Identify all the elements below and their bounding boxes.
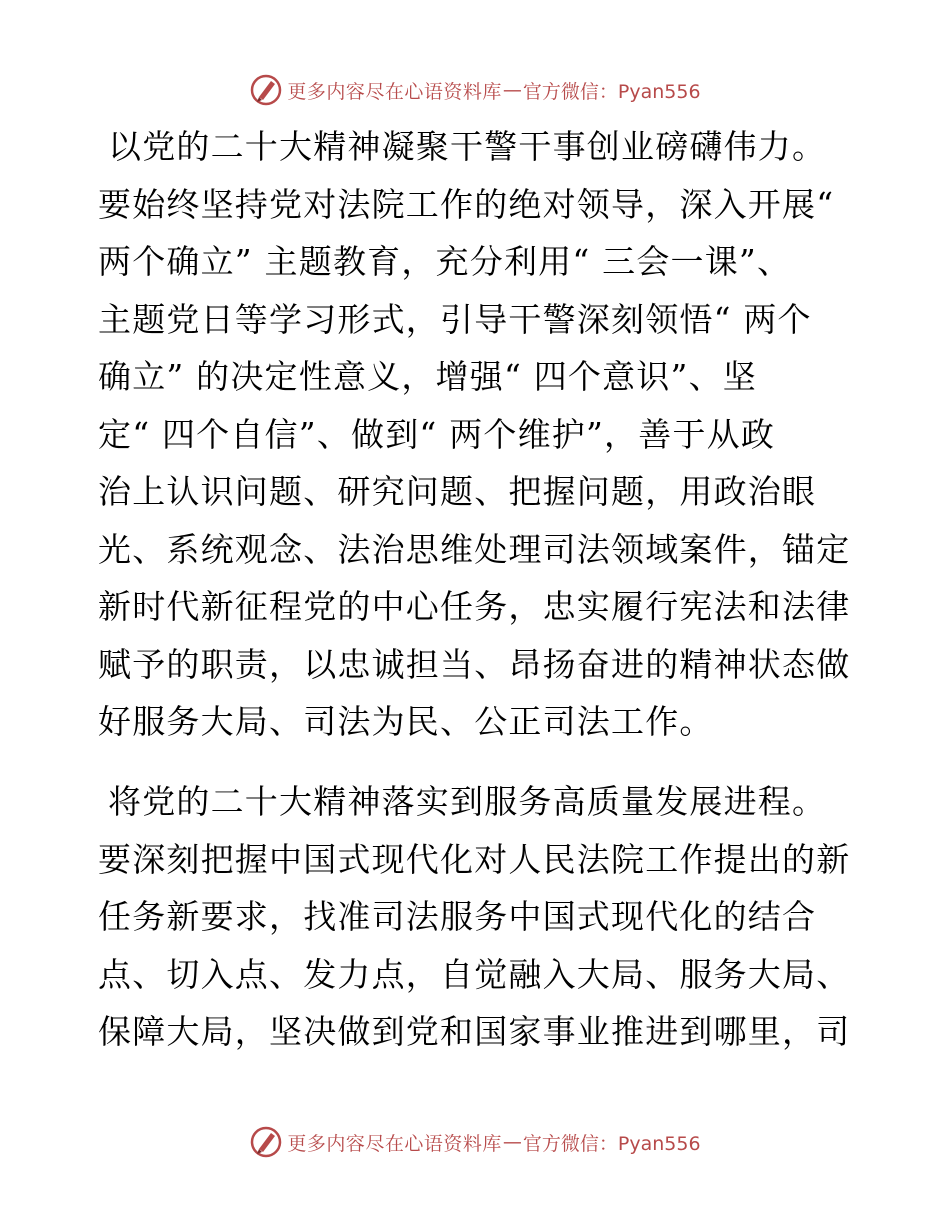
paragraph-1 [98,118,858,751]
text-line: 要始终坚持党对法院工作的绝对领导，深入开展“ [98,184,835,224]
paragraph-2 [98,773,858,1061]
pen-logo-icon [249,73,283,107]
watermark-text: 更多内容尽在心语资料库 [287,1132,502,1155]
text-line: 要深刻把握中国式现代化对人民法院工作提出的新 [98,839,851,879]
text-line: 赋予的职责，以忠诚担当、昂扬奋进的精神状态做 [98,644,851,684]
text-line: 光、系统观念、法治思维处理司法领域案件，锚定 [98,529,851,569]
text-line: 治上认识问题、研究问题、把握问题，用政治眼 [98,472,817,511]
text-line: 定“ 四个自信”、做到“ 两个维护”，善于从政 [98,414,776,454]
paragraph-heading: 以党的二十大精神凝聚干警干事创业磅礴伟力。 [108,127,827,166]
footer-watermark [0,1122,950,1162]
text-line: 任务新要求，找准司法服务中国式现代化的结合 [98,897,817,936]
text-line: 新时代新征程党的中心任务，忠实履行宪法和法律 [98,587,851,626]
pen-logo-icon [249,1125,283,1159]
text-line: 点、切入点、发力点，自觉融入大局、服务大局、 [98,954,851,994]
watermark-dash: — [502,1131,522,1153]
header-watermark [0,70,950,110]
watermark-wechat: 官方微信：Pyan556 [522,80,701,103]
watermark-dash: — [502,79,522,101]
text-line: 确立” 的决定性意义，增强“ 四个意识”、坚 [98,357,757,396]
text-line: 好服务大局、司法为民、公正司法工作。 [98,702,714,741]
watermark-wechat: 官方微信：Pyan556 [522,1132,701,1155]
watermark-text: 更多内容尽在心语资料库 [287,80,502,103]
text-line: 主题党日等学习形式，引导干警深刻领悟“ 两个 [98,299,812,339]
paragraph-heading: 将党的二十大精神落实到服务高质量发展进程。 [108,782,827,821]
text-line: 两个确立” 主题教育，充分利用“ 三会一课”、 [98,242,792,281]
text-line: 保障大局，坚决做到党和国家事业推进到哪里，司 [98,1012,851,1051]
